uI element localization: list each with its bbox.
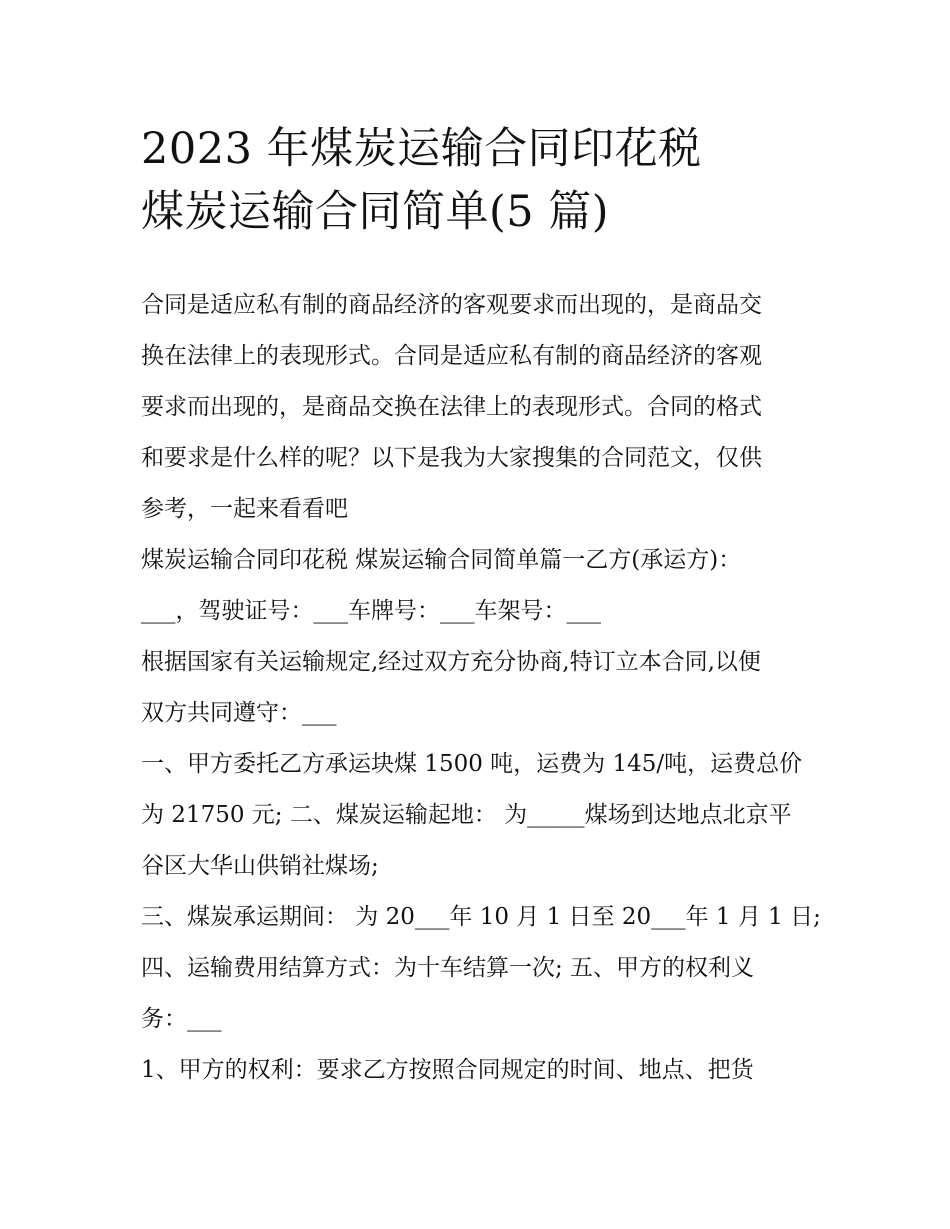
body-line: 为 21750 元; 二、煤炭运输起地： 为_____煤场到达地点北京平 (141, 802, 792, 828)
body-line: 要求而出现的，是商品交换在法律上的表现形式。合同的格式 (141, 394, 762, 420)
title-line: 2023 年煤炭运输合同印花税 (141, 124, 702, 174)
body-line: 三、煤炭承运期间： 为 20___年 10 月 1 日至 20___年 1 月 1 日; (141, 904, 821, 930)
body-line: 务：___ (141, 1006, 222, 1032)
body-line: 谷区大华山供销社煤场; (141, 853, 379, 879)
document-title (141, 118, 861, 244)
body-line: 换在法律上的表现形式。合同是适应私有制的商品经济的客观 (141, 343, 762, 369)
body-line: 和要求是什么样的呢？以下是我为大家搜集的合同范文，仅供 (141, 445, 762, 471)
title-line: 煤炭运输合同简单(5 篇) (141, 187, 610, 237)
body-line: 一、甲方委托乙方承运块煤 1500 吨，运费为 145/吨，运费总价 (141, 751, 803, 777)
body-line: 煤炭运输合同印花税 煤炭运输合同简单篇一乙方(承运方)： (141, 547, 742, 573)
body-line: 1、甲方的权利：要求乙方按照合同规定的时间、地点、把货 (141, 1057, 754, 1083)
body-line: 参考，一起来看看吧 (141, 496, 348, 522)
body-line: 双方共同遵守：___ (141, 700, 337, 726)
document-body (141, 280, 821, 1096)
body-line: ___，驾驶证号：___车牌号：___车架号：___ (141, 598, 601, 624)
body-line: 四、运输费用结算方式：为十车结算一次; 五、甲方的权利义 (141, 955, 755, 981)
body-line: 合同是适应私有制的商品经济的客观要求而出现的，是商品交 (141, 292, 762, 318)
body-line: 根据国家有关运输规定,经过双方充分协商,特订立本合同,以便 (141, 649, 761, 675)
